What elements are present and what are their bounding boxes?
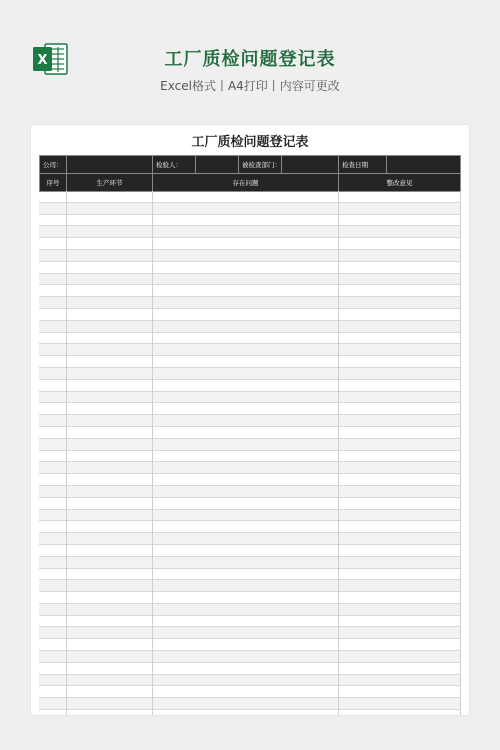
- column-divider: [152, 191, 153, 715]
- table-row[interactable]: [39, 333, 460, 345]
- table-row[interactable]: [39, 262, 460, 274]
- spreadsheet-preview: [31, 125, 469, 715]
- table-row[interactable]: [39, 486, 460, 498]
- table-row[interactable]: [39, 215, 460, 227]
- table-body: [39, 191, 460, 715]
- date-label: 检查日期: [339, 156, 387, 174]
- page-subtitle: Excel格式丨A4打印丨内容可更改: [160, 79, 340, 93]
- table-row[interactable]: [39, 250, 460, 262]
- table-row[interactable]: [39, 309, 460, 321]
- company-label: 公司：: [40, 156, 67, 174]
- table-row[interactable]: [39, 498, 460, 510]
- table-row[interactable]: [39, 557, 460, 569]
- column-header-issue: 存在问题: [153, 174, 339, 192]
- table-row[interactable]: [39, 392, 460, 404]
- column-divider: [66, 191, 67, 715]
- table-row[interactable]: [39, 439, 460, 451]
- table-row[interactable]: [39, 451, 460, 463]
- table-row[interactable]: [39, 510, 460, 522]
- table-row[interactable]: [39, 698, 460, 710]
- excel-logo-letter: X: [37, 53, 48, 68]
- table-row[interactable]: [39, 368, 460, 380]
- table-row[interactable]: [39, 285, 460, 297]
- table-row[interactable]: [39, 462, 460, 474]
- inspector-label: 检验人：: [153, 156, 196, 174]
- table-row[interactable]: [39, 592, 460, 604]
- table-row[interactable]: [39, 675, 460, 687]
- table-row[interactable]: [39, 639, 460, 651]
- table-row[interactable]: [39, 545, 460, 557]
- table-row[interactable]: [39, 627, 460, 639]
- table-row[interactable]: [39, 533, 460, 545]
- table-row[interactable]: [39, 297, 460, 309]
- table-row[interactable]: [39, 427, 460, 439]
- info-row: [40, 156, 461, 174]
- table-row[interactable]: [39, 344, 460, 356]
- table-row[interactable]: [39, 616, 460, 628]
- table-row[interactable]: [39, 651, 460, 663]
- table-row[interactable]: [39, 415, 460, 427]
- page-title: 工厂质检问题登记表: [164, 49, 336, 70]
- table-row[interactable]: [39, 403, 460, 415]
- table-row[interactable]: [39, 686, 460, 698]
- table-row[interactable]: [39, 663, 460, 675]
- table-row[interactable]: [39, 580, 460, 592]
- column-header-index: 序号: [40, 174, 67, 192]
- table-row[interactable]: [39, 474, 460, 486]
- column-header-stage: 生产环节: [67, 174, 153, 192]
- table-row[interactable]: [39, 356, 460, 368]
- column-divider: [338, 191, 339, 715]
- table-row[interactable]: [39, 569, 460, 581]
- table-row[interactable]: [39, 274, 460, 286]
- table-row[interactable]: [39, 226, 460, 238]
- table-row[interactable]: [39, 238, 460, 250]
- table-row[interactable]: [39, 203, 460, 215]
- inspector-value-cell[interactable]: [196, 156, 239, 174]
- table-row[interactable]: [39, 521, 460, 533]
- department-value-cell[interactable]: [282, 156, 339, 174]
- column-header-suggestion: 整改意见: [339, 174, 461, 192]
- department-label: 被检查部门：: [239, 156, 282, 174]
- column-header-row: [40, 174, 461, 192]
- table-row[interactable]: [39, 604, 460, 616]
- company-value-cell[interactable]: [67, 156, 153, 174]
- date-value-cell[interactable]: [387, 156, 461, 174]
- table-row[interactable]: [39, 321, 460, 333]
- column-divider: [460, 191, 461, 715]
- sheet-title: 工厂质检问题登记表: [191, 135, 309, 150]
- form-header-table: [39, 155, 461, 192]
- table-row[interactable]: [39, 191, 460, 203]
- table-row[interactable]: [39, 380, 460, 392]
